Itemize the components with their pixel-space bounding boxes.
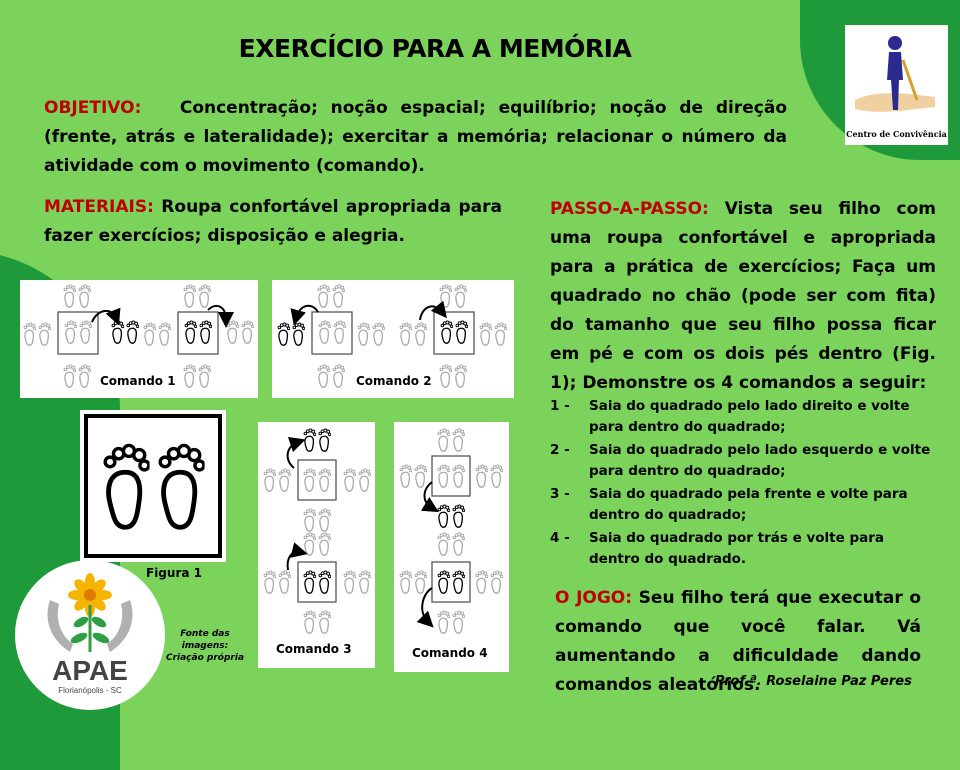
page-title: EXERCÍCIO PARA A MEMÓRIA (238, 34, 632, 63)
objetivo-paragraph (44, 94, 787, 181)
step-number: 4 - (550, 530, 570, 546)
materiais-label: MATERIAIS: (44, 197, 154, 217)
step-text: Saia do quadrado pelo lado direito e volte para dentro do quadrado; (589, 398, 910, 435)
comando-3-figure (258, 422, 375, 668)
comando-4-caption: Comando 4 (412, 646, 488, 660)
elderly-person-icon (845, 25, 948, 125)
step-text: Saia do quadrado pela frente e volte para dentro do quadrado; (589, 486, 908, 523)
objetivo-text: Concentração; noção espacial; equilíbrio; noção de direção (frente, atrás e lateralidade); exercitar a memória; relacionar o número da atividade com o movimento (comando). (44, 98, 787, 176)
apae-name: APAE (52, 655, 128, 686)
step-number: 3 - (550, 486, 570, 502)
list-item (550, 484, 936, 526)
comando-1-figure (20, 280, 258, 398)
apae-city: Florianópolis - SC (58, 686, 122, 695)
objetivo-label: OBJETIVO: (44, 98, 142, 118)
figura-1-figure (80, 410, 226, 562)
source-line: Criação própria (165, 653, 245, 663)
author-signature: Prof.ª. Roselaine Paz Peres (715, 674, 912, 689)
jogo-text: Seu filho terá que executar o comando que você falar. Vá aumentando a dificuldade dando comandos aleatórios. (555, 588, 921, 695)
passo-paragraph (550, 195, 936, 398)
comando-4-figure (394, 422, 509, 672)
passo-text: Vista seu filho com uma roupa confortável e apropriada para a prática de exercícios; Faça um quadrado no chão (pode ser com fita) do tamanho que seu filho possa ficar em pé e com os dois pés dentro (Fig. 1); Demonstre os 4 comandos a seguir: (550, 199, 937, 393)
step-text: Saia do quadrado pelo lado esquerdo e volte para dentro do quadrado; (589, 442, 931, 479)
image-source-note (150, 628, 260, 664)
source-line: Fonte das (180, 629, 230, 639)
materiais-paragraph (44, 193, 502, 251)
step-number: 2 - (550, 442, 570, 458)
list-item (550, 440, 936, 482)
comando-1-caption: Comando 1 (100, 374, 176, 388)
step-number: 1 - (550, 398, 570, 414)
footprints-illustration (394, 422, 509, 672)
materiais-text: Roupa confortável apropriada para fazer exercícios; disposição e alegria. (44, 197, 502, 246)
apae-logo (15, 560, 165, 710)
passo-label: PASSO-A-PASSO: (550, 199, 709, 219)
comando-3-caption: Comando 3 (276, 642, 352, 656)
feet-in-square-illustration (80, 410, 226, 562)
list-item (550, 396, 936, 438)
comando-2-figure (272, 280, 514, 398)
list-item (550, 528, 936, 570)
step-text: Saia do quadrado por trás e volte para dentro do quadrado. (589, 530, 885, 567)
source-line: imagens: (181, 641, 229, 651)
comando-2-caption: Comando 2 (356, 374, 432, 388)
centro-convivencia-logo (845, 25, 948, 145)
centro-convivencia-label: Centro de Convivência (846, 129, 947, 139)
figura-1-caption: Figura 1 (146, 566, 202, 580)
jogo-label: O JOGO: (555, 588, 633, 608)
footprints-illustration (258, 422, 375, 668)
steps-list (550, 396, 936, 572)
